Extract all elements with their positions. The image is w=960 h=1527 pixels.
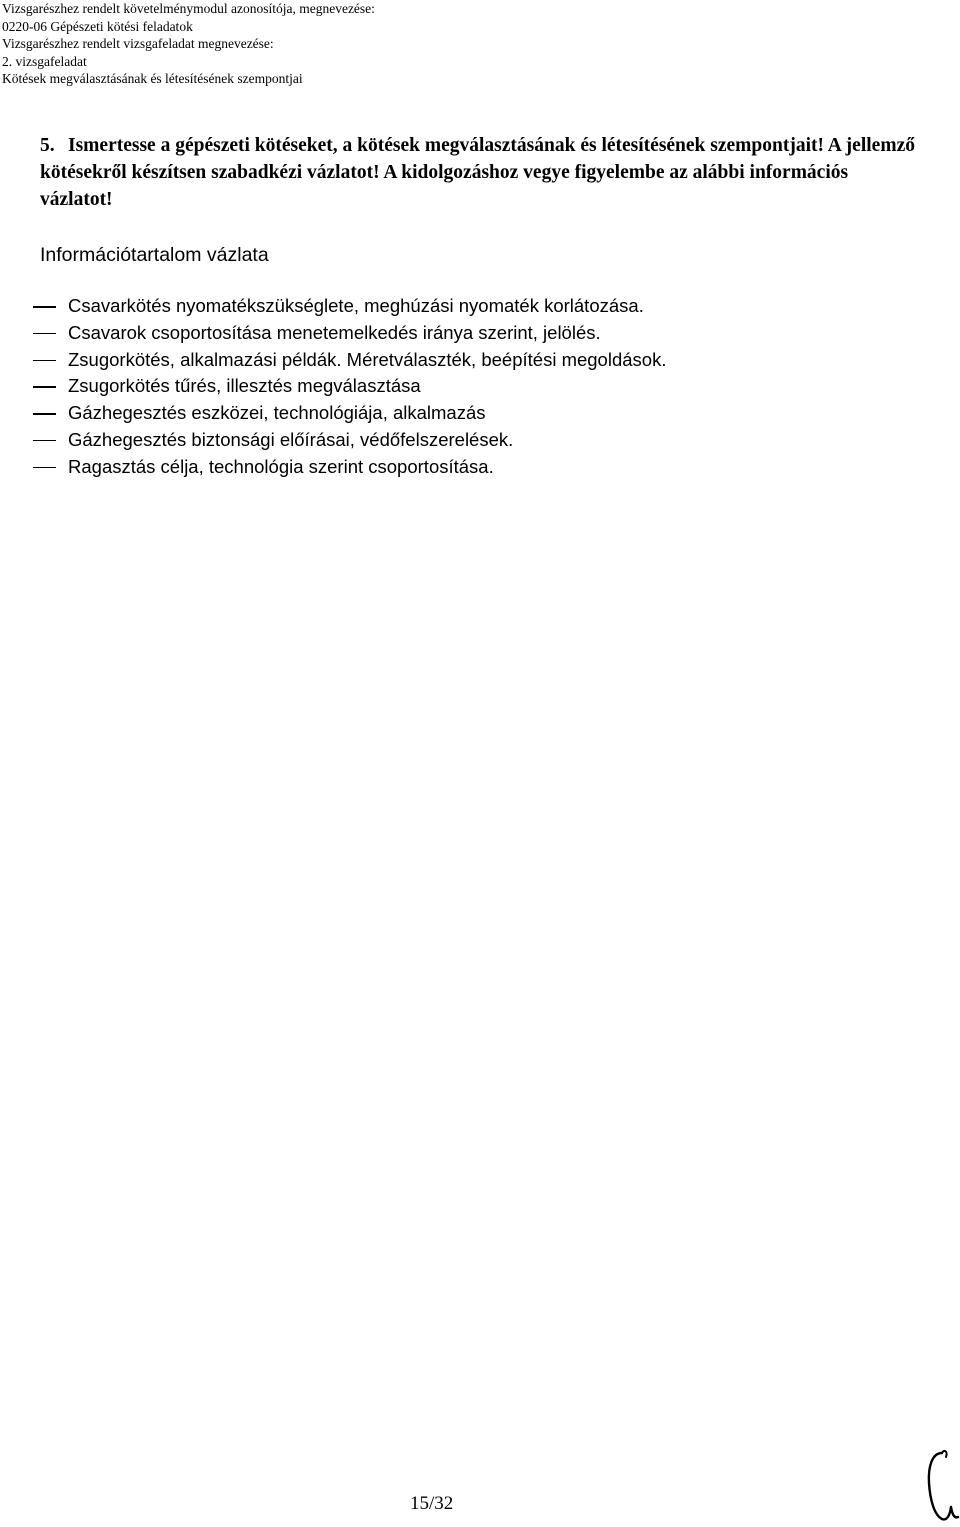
header-line: 0220-06 Gépészeti kötési feladatok (2, 18, 193, 34)
signature-icon (920, 1445, 960, 1525)
list-item-text: Csavarkötés nyomatékszükséglete, meghúzási nyomaték korlátozása. (68, 295, 644, 316)
list-item (33, 400, 666, 427)
dash-bullet-icon (33, 306, 56, 308)
list-item-text: Gázhegesztés biztonsági előírásai, védőfelszerelések. (68, 428, 514, 450)
list-item (33, 373, 666, 400)
list-item-text: Ragasztás célja, technológia szerint csoportosítása. (68, 455, 494, 477)
dash-bullet-icon (33, 413, 56, 415)
list-item (33, 427, 666, 454)
list-item (33, 293, 666, 320)
dash-bullet-icon (33, 467, 56, 469)
list-item-text: Zsugorkötés tűrés, illesztés megválasztása (68, 375, 421, 397)
dash-bullet-icon (33, 360, 56, 362)
dash-bullet-icon (33, 333, 56, 335)
header-line: Kötések megválasztásának és létesítésének szempontjai (2, 71, 303, 87)
list-item-text: Csavarok csoportosítása menetemelkedés iránya szerint, jelölés. (68, 321, 601, 343)
list-item (33, 320, 666, 347)
header-line: Vizsgarészhez rendelt követelménymodul azonosítója, megnevezése: (2, 1, 375, 16)
topic-list (33, 293, 666, 481)
list-item-text: Gázhegesztés eszközei, technológiája, alkalmazás (68, 402, 486, 424)
dash-bullet-icon (33, 440, 56, 442)
list-item (33, 454, 666, 481)
exam-question (40, 132, 920, 213)
question-number: 5. (40, 135, 55, 156)
document-header (2, 0, 375, 88)
header-line: Vizsgarészhez rendelt vizsgafeladat megnevezése: (2, 36, 274, 52)
dash-bullet-icon (33, 386, 56, 388)
list-item-text: Zsugorkötés, alkalmazási példák. Méretválaszték, beépítési megoldások. (68, 348, 667, 370)
question-text: Ismertesse a gépészeti kötéseket, a kötések megválasztásának és létesítésének szempontjait! A jellemző kötésekről készítsen szabadkézi vázlatot! A kidolgozáshoz vegye figyelembe az alábbi információs vázlatot! (40, 135, 915, 210)
info-outline-title: Információtartalom vázlata (40, 244, 269, 266)
page-number: 15/32 (410, 1493, 454, 1514)
list-item (33, 347, 666, 374)
header-line: 2. vizsgafeladat (2, 53, 87, 69)
